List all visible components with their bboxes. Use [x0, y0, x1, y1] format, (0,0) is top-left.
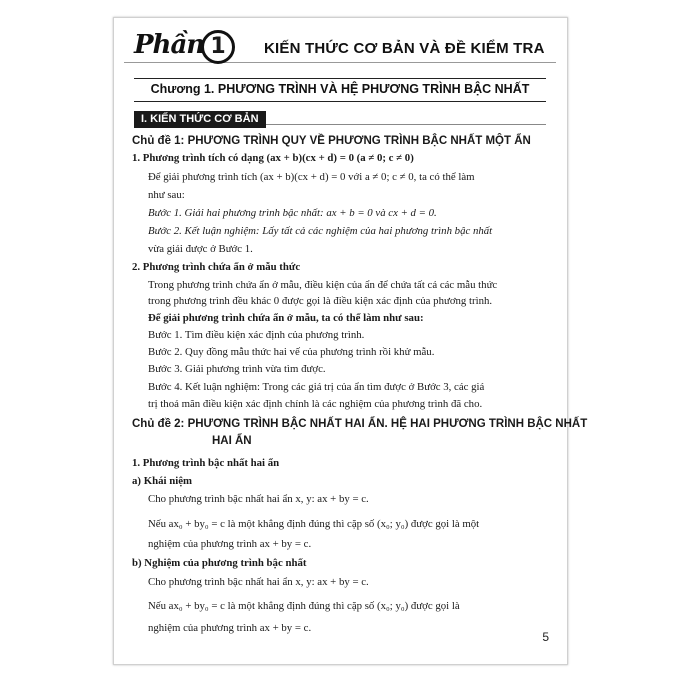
part-number-badge: 1	[201, 30, 235, 64]
topic-heading: Chủ đề 1: PHƯƠNG TRÌNH QUY VỀ PHƯƠNG TRÌNH BẬC NHẤT MỘT ẨN	[132, 135, 531, 147]
paragraph-line: Cho phương trình bậc nhất hai ẩn x, y: ax + by = c.	[148, 576, 369, 588]
page-number: 5	[542, 630, 549, 644]
paragraph-line: Để giải phương trình tích (ax + b)(cx + d) = 0 với a ≠ 0; c ≠ 0, ta có thể làm	[148, 171, 475, 183]
step-line: Bước 4. Kết luận nghiệm: Trong các giá trị của ẩn tìm được ở Bước 3, các giá	[148, 381, 485, 393]
subheading: a) Khái niệm	[132, 475, 192, 487]
paragraph-line: Cho phương trình bậc nhất hai ẩn x, y: ax + by = c.	[148, 493, 369, 505]
paragraph-line: Nếu ax₀ + by₀ = c là một khẳng định đúng thì cặp số (x₀; y₀) được gọi là	[148, 600, 460, 612]
paragraph-line: nghiệm của phương trình ax + by = c.	[148, 538, 312, 550]
step-line: Bước 3. Giải phương trình vừa tìm được.	[148, 363, 326, 375]
chapter-title: Chương 1. PHƯƠNG TRÌNH VÀ HỆ PHƯƠNG TRÌNH BẬC NHẤT	[134, 78, 546, 102]
section-heading: I. KIẾN THỨC CƠ BẢN	[134, 111, 266, 128]
part-header	[124, 26, 556, 70]
paragraph-line: Để giải phương trình chứa ẩn ở mẫu, ta có thể làm như sau:	[148, 312, 424, 324]
part-word: Phần	[134, 30, 205, 60]
step-line: Bước 1. Giải hai phương trình bậc nhất: ax + b = 0 và cx + d = 0.	[148, 207, 437, 219]
subheading: b) Nghiệm của phương trình bậc nhất	[132, 557, 307, 569]
subheading: 1. Phương trình tích có dạng (ax + b)(cx + d) = 0 (a ≠ 0; c ≠ 0)	[132, 152, 414, 164]
paragraph-line: vừa giải được ở Bước 1.	[148, 243, 253, 255]
paragraph-line: Trong phương trình chứa ẩn ở mẫu, điều kiện của ẩn để chứa tất cả các mẫu thức	[148, 279, 498, 291]
step-line: Bước 1. Tìm điều kiện xác định của phương trình.	[148, 329, 365, 341]
topic-heading: Chủ đề 2: PHƯƠNG TRÌNH BẬC NHẤT HAI ẨN. HỆ HAI PHƯƠNG TRÌNH BẬC NHẤT	[132, 418, 588, 430]
part-title: KIẾN THỨC CƠ BẢN VÀ ĐỀ KIỂM TRA	[264, 40, 545, 57]
paragraph-line: nghiệm của phương trình ax + by = c.	[148, 622, 312, 634]
step-line: Bước 2. Quy đồng mẫu thức hai vế của phương trình rồi khử mẫu.	[148, 346, 435, 358]
step-line: Bước 2. Kết luận nghiệm: Lấy tất cả các nghiệm của hai phương trình bậc nhất	[148, 225, 493, 237]
book-page	[113, 17, 588, 665]
subheading: 1. Phương trình bậc nhất hai ẩn	[132, 457, 280, 469]
paragraph-line: trong phương trình đều khác 0 được gọi là điều kiện xác định của phương trình.	[148, 295, 493, 307]
paragraph-line: Nếu ax₀ + by₀ = c là một khẳng định đúng thì cặp số (x₀; y₀) được gọi là một	[148, 518, 480, 530]
paragraph-line: trị thoả mãn điều kiện xác định chính là các nghiệm của phương trình đã cho.	[148, 398, 483, 410]
paragraph-line: như sau:	[148, 189, 185, 201]
subheading: 2. Phương trình chứa ẩn ở mẫu thức	[132, 261, 301, 273]
topic-heading: HAI ẨN	[212, 435, 252, 447]
section-bar	[134, 111, 546, 125]
